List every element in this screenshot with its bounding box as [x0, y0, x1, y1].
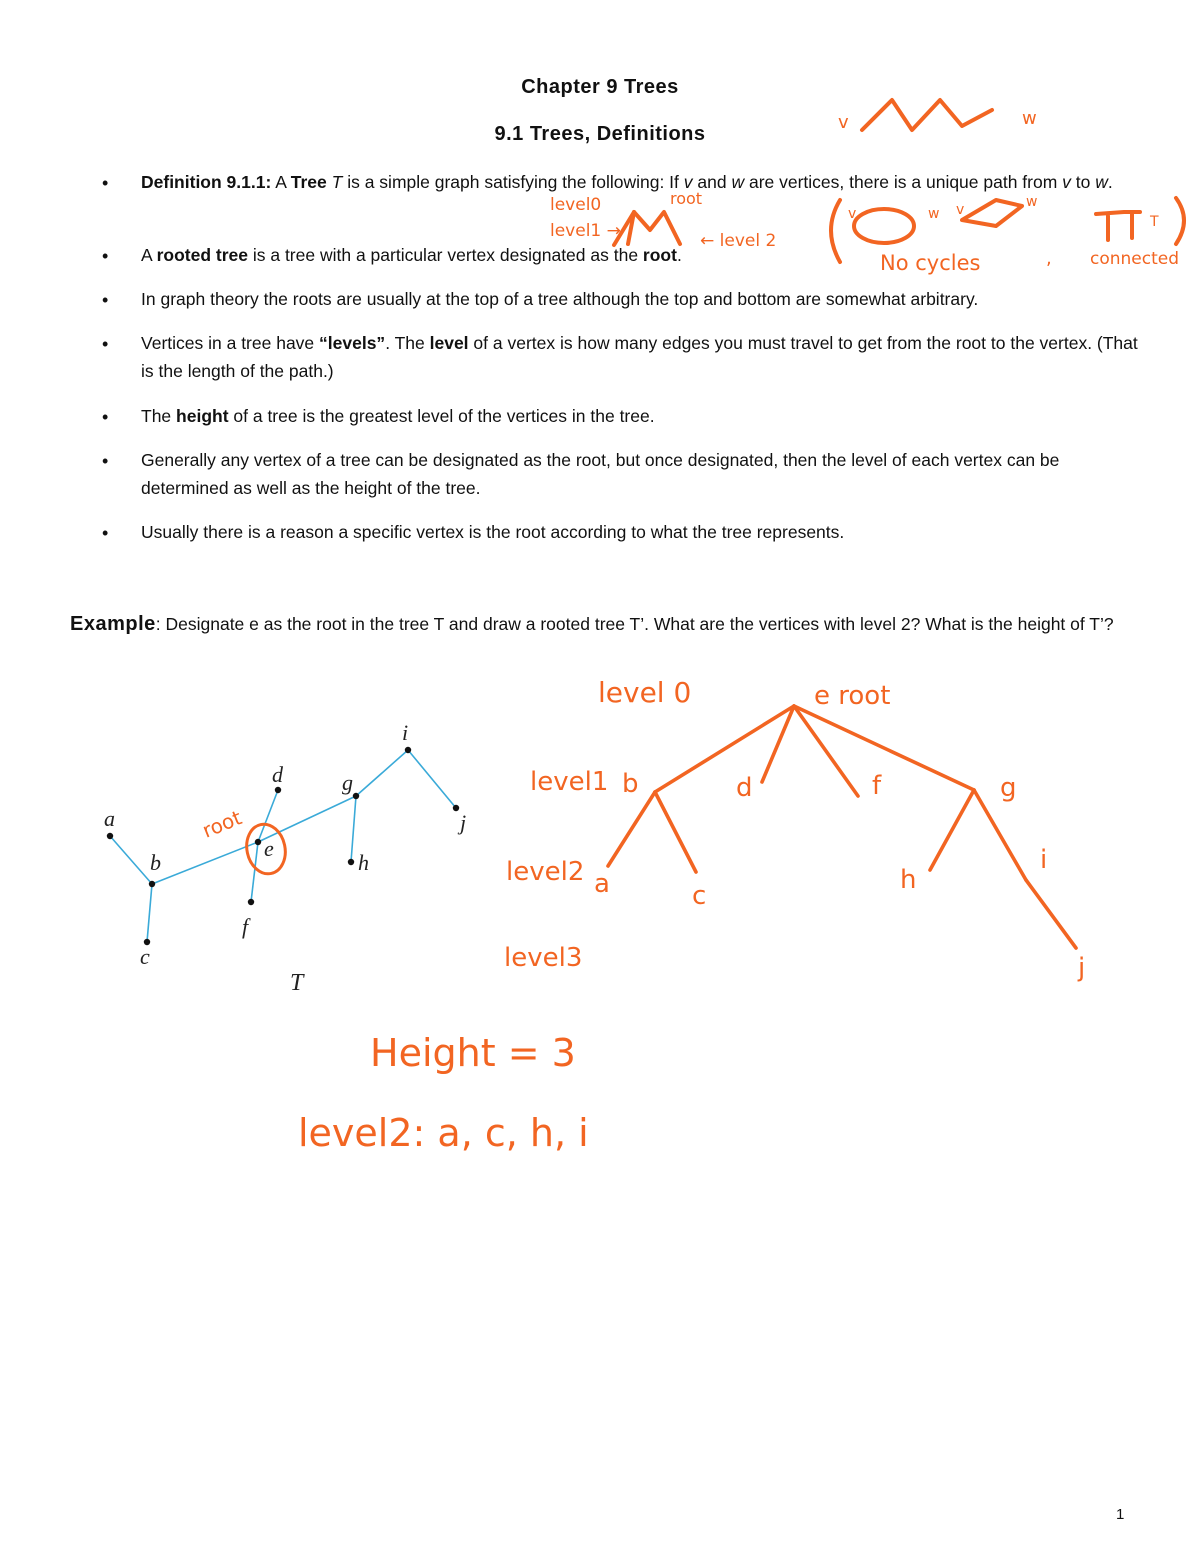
cycle-loop-sketch [854, 209, 914, 243]
text-run: . The [385, 333, 430, 353]
chapter-title: Chapter 9 Trees [521, 76, 679, 98]
rooted-vertex-label: g [1000, 773, 1017, 803]
height-answer: Height = 3 [370, 1031, 576, 1075]
level-2-label: level2 [506, 857, 585, 887]
rooted-vertex-label: i [1040, 845, 1048, 875]
graph-vertex [405, 747, 411, 753]
vertex-label: g [342, 770, 353, 795]
italic-symbol: T [331, 172, 343, 192]
rooted-edge [1026, 880, 1076, 948]
italic-symbol: w [1095, 172, 1108, 192]
note-w: w [1022, 108, 1037, 129]
text-run: of a tree is the greatest level of the vertices in the tree. [228, 406, 655, 426]
paren-left [831, 200, 840, 262]
text-run: are vertices, there is a unique path from [744, 172, 1063, 192]
note-t-small: T [1150, 214, 1159, 230]
rooted-edge [974, 790, 1026, 880]
level-3-label: level3 [504, 943, 583, 973]
vertex-label: f [242, 914, 249, 939]
bullet-marker: • [102, 334, 109, 354]
graph-edge [251, 842, 258, 902]
text-run: of a vertex is how many edges you must travel to get from the root to the vertex. (That is the length of the path.) [141, 333, 1138, 381]
example-label: Example [70, 613, 156, 635]
text-run: and [692, 172, 732, 192]
note-level0-small: level0 [550, 195, 602, 215]
vertex-label: h [358, 850, 369, 875]
mini-tree-sketch [614, 212, 680, 245]
note-w3: w [1026, 194, 1038, 210]
paren-right [1176, 198, 1184, 244]
graph-edge [147, 884, 152, 942]
graph-vertex [107, 833, 113, 839]
note-level1-small: level1 → [550, 221, 621, 241]
bold-term: root [642, 245, 677, 265]
vertex-label: b [150, 850, 161, 875]
zigzag-path-sketch [862, 100, 992, 130]
graph-vertex [353, 793, 359, 799]
bold-term: Tree [290, 172, 327, 192]
note-connected: connected [1090, 249, 1180, 269]
rooted-edge [794, 706, 974, 790]
level-1-label: level1 [530, 767, 609, 797]
note-v: v [838, 112, 849, 133]
rooted-edge [930, 790, 974, 870]
disconnected-sketch [1096, 212, 1140, 240]
note-w2: w [928, 206, 940, 222]
text-run: A [271, 172, 291, 192]
bold-term: “levels” [319, 333, 386, 353]
bullet-marker: • [102, 523, 109, 543]
rooted-vertex-label: d [736, 773, 753, 803]
level-0-label: level 0 [598, 676, 692, 709]
rooted-vertex-label: b [622, 769, 639, 799]
section-title: 9.1 Trees, Definitions [494, 123, 706, 145]
note-v2: v [848, 206, 857, 222]
note-no-cycles: No cycles [880, 251, 981, 275]
vertex-label: j [460, 810, 467, 835]
text-run: Generally any vertex of a tree can be designated as the root, but once designated, then the level of each vertex can be determined as well as the height of the tree. [141, 450, 1060, 498]
graph-edge [356, 750, 408, 796]
bold-term: Definition 9.1.1: [141, 172, 272, 192]
bold-term: rooted tree [156, 245, 248, 265]
vertex-label: c [140, 944, 150, 969]
graph-vertex [453, 805, 459, 811]
note-root-small: root [670, 189, 703, 208]
graph-vertex [149, 881, 155, 887]
rooted-edge [608, 792, 655, 866]
rooted-edge [655, 706, 794, 792]
text-run: In graph theory the roots are usually at the top of a tree although the top and bottom are somewhat arbitrary. [141, 289, 979, 309]
rooted-vertex-label: h [900, 865, 917, 895]
bullet-marker: • [102, 173, 109, 193]
rooted-vertex-label: f [872, 771, 882, 801]
italic-symbol: v [683, 172, 693, 192]
text-run: is a simple graph satisfying the following: If [342, 172, 684, 192]
note-v3: v [956, 202, 965, 218]
note-level2-small: ← level 2 [700, 231, 777, 251]
rooted-tree-t-prime [594, 706, 1085, 983]
bullet-marker: • [102, 246, 109, 266]
text-run: . [1107, 172, 1113, 192]
text-run: Vertices in a tree have [141, 333, 320, 353]
bold-term: level [429, 333, 469, 353]
text-run: to [1070, 172, 1096, 192]
page-number: 1 [1116, 1506, 1125, 1523]
text-run: is a tree with a particular vertex designated as the [247, 245, 643, 265]
root-marker [199, 805, 290, 877]
graph-vertex [248, 899, 254, 905]
graph-vertex [348, 859, 354, 865]
bullet-marker: • [102, 290, 109, 310]
vertex-label: d [272, 762, 283, 787]
example-text: : Designate e as the root in the tree T and draw a rooted tree T’. What are the vertices with level 2? What is the height of T’? [155, 614, 1114, 634]
rooted-vertex-label: j [1078, 953, 1086, 983]
rooted-edge [655, 792, 696, 872]
graph-edge [408, 750, 456, 808]
vertex-label: i [402, 720, 409, 745]
text-run: Usually there is a reason a specific vertex is the root according to what the tree represents. [141, 522, 845, 542]
graph-edge [152, 842, 258, 884]
text-run: . [676, 245, 682, 265]
text-run: A [141, 245, 157, 265]
italic-symbol: w [731, 172, 745, 192]
bullet-marker: • [102, 451, 109, 471]
graph-edge [351, 796, 356, 862]
rooted-vertex-label: a [594, 869, 610, 899]
cycle-diamond-sketch [962, 200, 1022, 226]
graph-vertex [275, 787, 281, 793]
bold-term: height [176, 406, 229, 426]
e-root-label: e root [814, 681, 891, 711]
graph-edge [110, 836, 152, 884]
graph-name: T [290, 970, 304, 996]
vertex-label: a [104, 806, 115, 831]
text-run: The [141, 406, 177, 426]
vertex-label: e [264, 836, 274, 861]
note-comma: , [1046, 248, 1052, 269]
rooted-vertex-label: c [692, 881, 707, 911]
root-marker-label: root [198, 805, 246, 843]
level2-answer: level2: a, c, h, i [298, 1111, 589, 1155]
bullet-marker: • [102, 407, 109, 427]
graph-vertex [255, 839, 261, 845]
italic-symbol: v [1062, 172, 1071, 192]
